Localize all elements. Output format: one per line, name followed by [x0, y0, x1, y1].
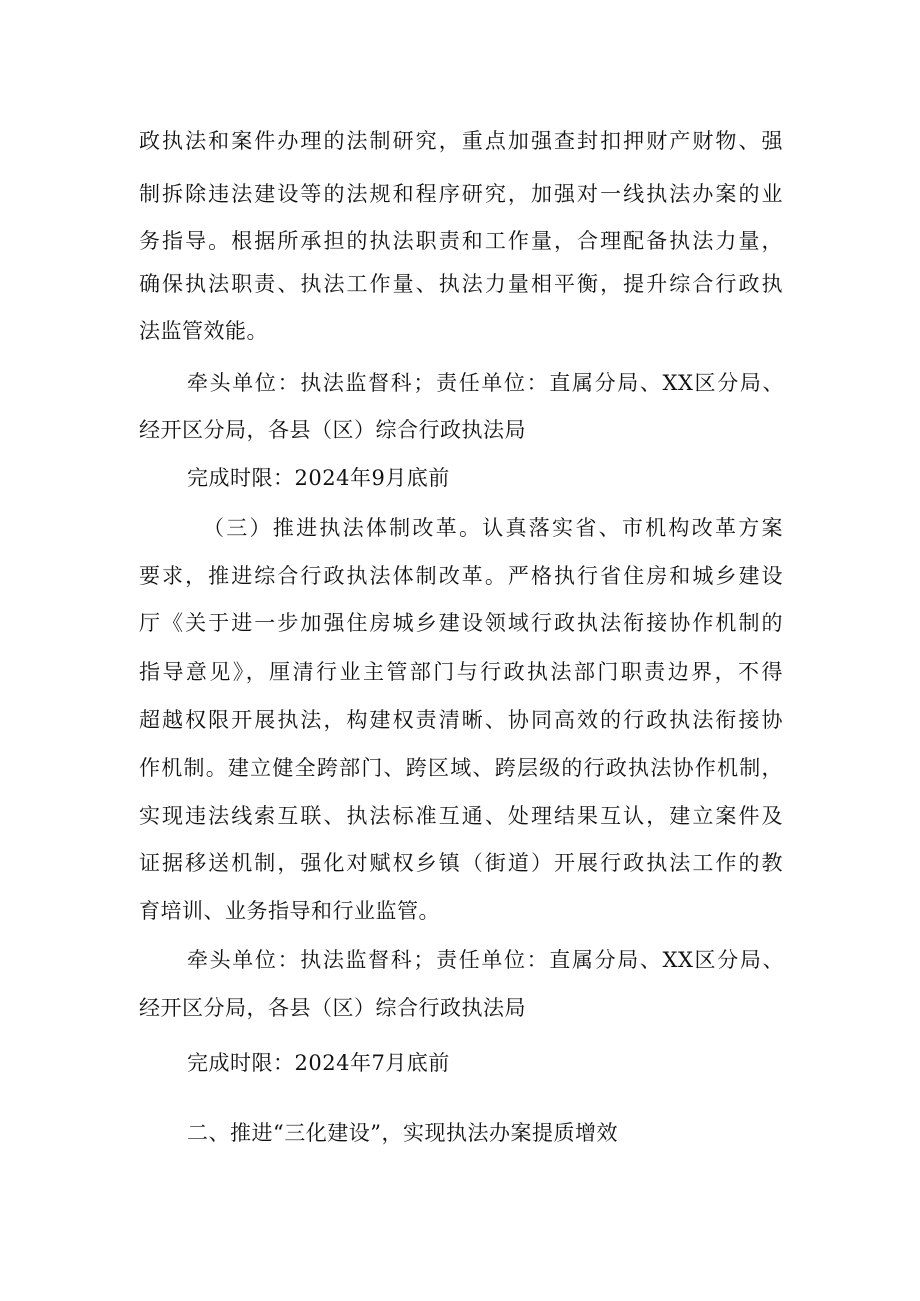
paragraph-line: 要求，推进综合行政执法体制改革。严格执行省住房和城乡建设 — [139, 564, 783, 588]
section-heading-line: （三）推进执法体制改革。认真落实省、市机构改革方案 — [203, 516, 783, 540]
deadline-text: 完成时限：2024年7月底前 — [187, 1051, 450, 1075]
paragraph-line: 作机制。建立健全跨部门、跨区域、跨层级的行政执法协作机制， — [139, 756, 783, 780]
deadline-text: 完成时限：2024年9月底前 — [187, 466, 450, 490]
responsibility-line: 牵头单位：执法监督科；责任单位：直属分局、XX区分局、 — [187, 371, 784, 395]
paragraph-line: 务指导。根据所承担的执法职责和工作量，合理配备执法力量， — [139, 229, 783, 253]
responsibility-line: 经开区分局，各县（区）综合行政执法局 — [139, 418, 526, 442]
paragraph-line: 法监管效能。 — [139, 319, 268, 343]
paragraph-line: 政执法和案件办理的法制研究，重点加强查封扣押财产财物、强 — [139, 129, 783, 153]
paragraph-line: 指导意见》，厘清行业主管部门与行政执法部门职责边界，不得 — [139, 660, 783, 684]
responsibility-line: 牵头单位：执法监督科；责任单位：直属分局、XX区分局、 — [187, 948, 784, 972]
paragraph-line: 超越权限开展执法，构建权责清晰、协同高效的行政执法衔接协 — [139, 708, 783, 732]
paragraph-line: 育培训、业务指导和行业监管。 — [139, 899, 440, 923]
paragraph-line: 厅《关于进一步加强住房城乡建设领域行政执法衔接协作机制的 — [139, 611, 783, 635]
paragraph-line: 确保执法职责、执法工作量、执法力量相平衡，提升综合行政执 — [139, 272, 783, 296]
paragraph-line: 证据移送机制，强化对赋权乡镇（街道）开展行政执法工作的教 — [139, 851, 783, 875]
paragraph-line: 实现违法线索互联、执法标准互通、处理结果互认，建立案件及 — [139, 804, 783, 828]
responsibility-line: 经开区分局，各县（区）综合行政执法局 — [139, 996, 526, 1020]
section-heading: 二、推进“三化建设”，实现执法办案提质增效 — [187, 1121, 618, 1145]
paragraph-line: 制拆除违法建设等的法规和程序研究，加强对一线执法办案的业 — [139, 182, 783, 206]
